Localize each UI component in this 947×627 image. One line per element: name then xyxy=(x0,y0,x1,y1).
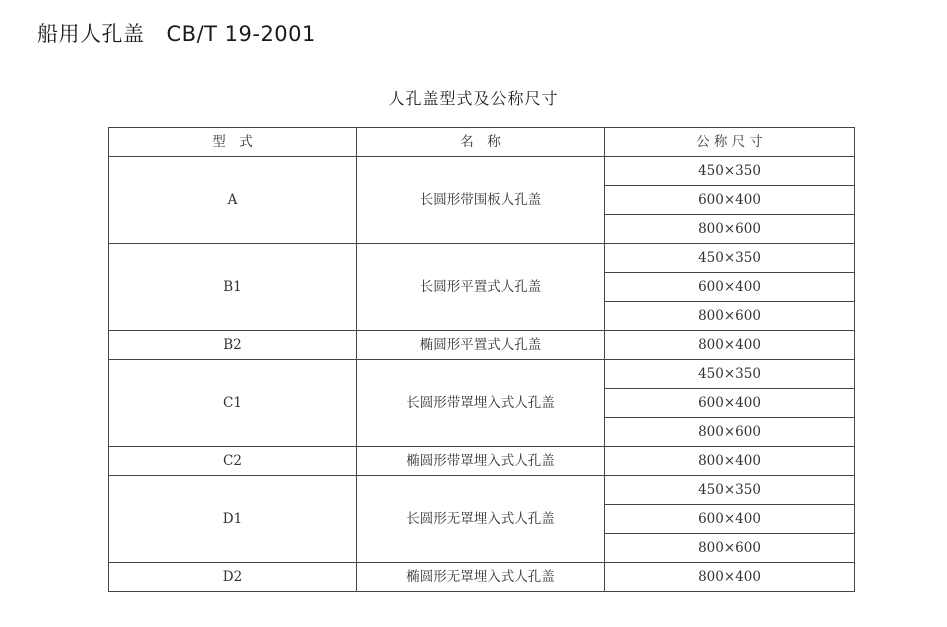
type-cell: B2 xyxy=(109,331,357,360)
size-cell: 800×600 xyxy=(605,215,855,244)
type-cell: A xyxy=(109,157,357,244)
size-cell: 600×400 xyxy=(605,186,855,215)
size-cell: 450×350 xyxy=(605,476,855,505)
type-cell: D1 xyxy=(109,476,357,563)
type-cell: C1 xyxy=(109,360,357,447)
table-row xyxy=(109,447,855,476)
type-cell: C2 xyxy=(109,447,357,476)
table-row xyxy=(109,244,855,273)
table-row xyxy=(109,563,855,592)
column-header-name: 名 称 xyxy=(357,128,605,157)
size-cell: 800×400 xyxy=(605,447,855,476)
standard-number: CB/T 19-2001 xyxy=(166,22,316,46)
size-cell: 800×400 xyxy=(605,331,855,360)
column-header-size: 公 称 尺 寸 xyxy=(605,128,855,157)
size-cell: 600×400 xyxy=(605,389,855,418)
size-cell: 450×350 xyxy=(605,244,855,273)
name-cell: 长圆形平置式人孔盖 xyxy=(357,244,605,331)
name-cell: 椭圆形无罩埋入式人孔盖 xyxy=(357,563,605,592)
name-cell: 长圆形带罩埋入式人孔盖 xyxy=(357,360,605,447)
size-cell: 800×600 xyxy=(605,418,855,447)
column-header-type: 型 式 xyxy=(109,128,357,157)
size-cell: 450×350 xyxy=(605,360,855,389)
table-row xyxy=(109,331,855,360)
size-cell: 600×400 xyxy=(605,505,855,534)
name-cell: 椭圆形平置式人孔盖 xyxy=(357,331,605,360)
table-body xyxy=(109,157,855,592)
size-cell: 800×400 xyxy=(605,563,855,592)
table-row xyxy=(109,360,855,389)
manhole-cover-table xyxy=(108,127,855,592)
size-cell: 450×350 xyxy=(605,157,855,186)
size-cell: 800×600 xyxy=(605,534,855,563)
type-cell: D2 xyxy=(109,563,357,592)
name-cell: 椭圆形带罩埋入式人孔盖 xyxy=(357,447,605,476)
name-cell: 长圆形带围板人孔盖 xyxy=(357,157,605,244)
document-header xyxy=(37,18,316,48)
table-row xyxy=(109,476,855,505)
table-row xyxy=(109,157,855,186)
table-title: 人孔盖型式及公称尺寸 xyxy=(388,89,559,108)
size-cell: 800×600 xyxy=(605,302,855,331)
document-title: 船用人孔盖 xyxy=(37,22,145,46)
table-header-row xyxy=(109,128,855,157)
size-cell: 600×400 xyxy=(605,273,855,302)
name-cell: 长圆形无罩埋入式人孔盖 xyxy=(357,476,605,563)
type-cell: B1 xyxy=(109,244,357,331)
